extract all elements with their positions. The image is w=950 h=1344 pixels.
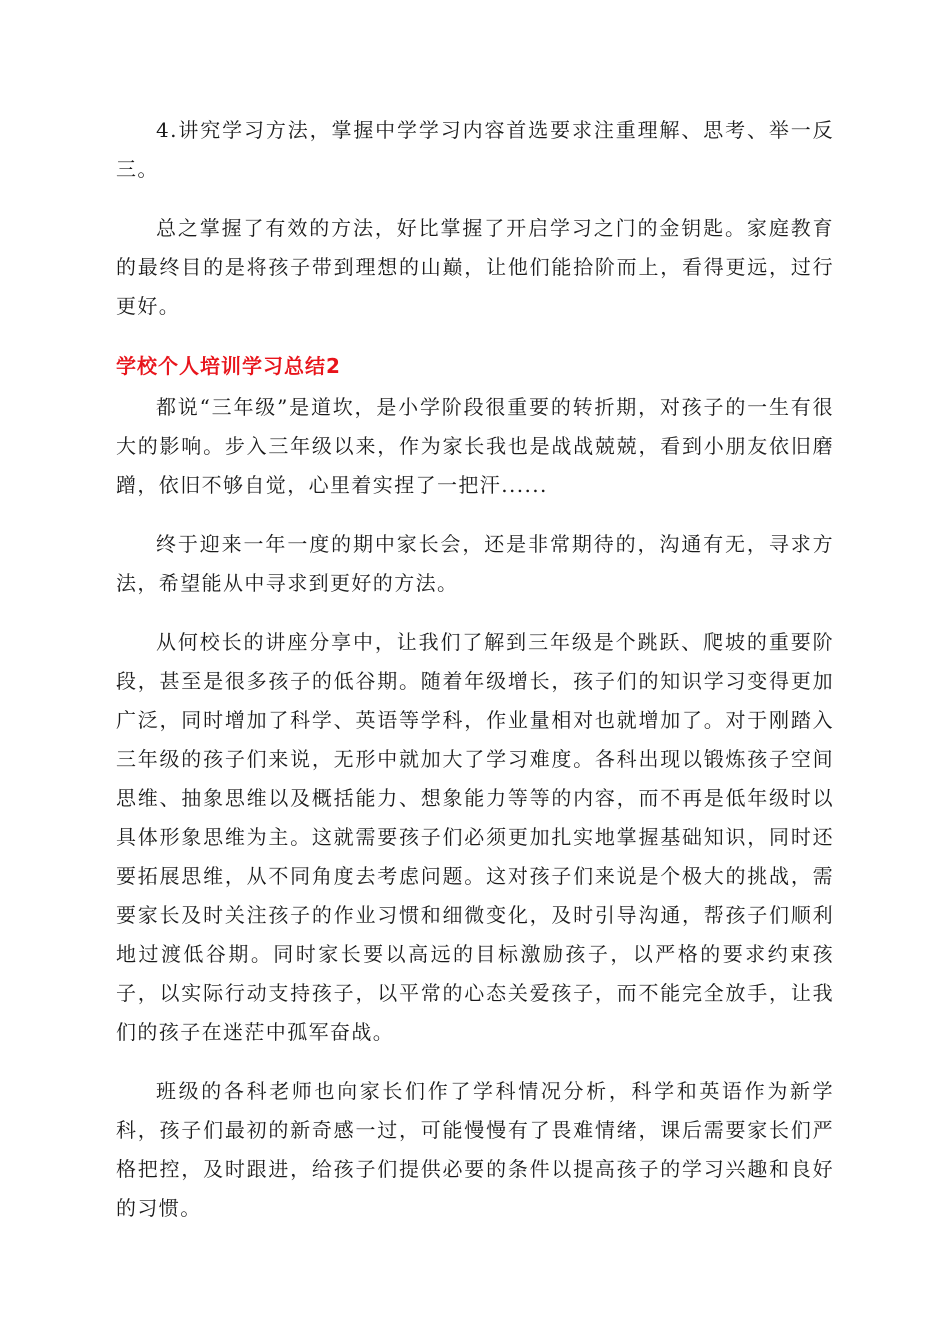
paragraph-study-method: 4.讲究学习方法，掌握中学学习内容首选要求注重理解、思考、举一反三。 [116, 118, 834, 181]
document-body [116, 111, 834, 1248]
paragraph-summary: 总之掌握了有效的方法，好比掌握了开启学习之门的金钥匙。家庭教育的最终目的是将孩子带到理想的山巅，让他们能拾阶而上，看得更远，过行更好。 [116, 216, 834, 318]
section-heading: 学校个人培训学习总结2 [116, 354, 341, 378]
paragraph-parent-meeting: 终于迎来一年一度的期中家长会，还是非常期待的，沟通有无，寻求方法，希望能从中寻求到更好的方法。 [116, 532, 834, 595]
paragraph-principal-lecture: 从何校长的讲座分享中，让我们了解到三年级是个跳跃、爬坡的重要阶段，甚至是很多孩子的低谷期。随着年级增长，孩子们的知识学习变得更加广泛，同时增加了科学、英语等学科，作业量相对也就增加了。对于刚踏入三年级的孩子们来说，无形中就加大了学习难度。各科出现以锻炼孩子空间思维、抽象思维以及概括能力、想象能力等等的内容，而不再是低年级时以具体形象思维为主。这就需要孩子们必须更加扎实地掌握基础知识，同时还要拓展思维，从不同角度去考虑问题。这对孩子们来说是个极大的挑战，需要家长及时关注孩子的作业习惯和细微变化，及时引导沟通，帮孩子们顺利地过渡低谷期。同时家长要以高远的目标激励孩子，以严格的要求约束孩子，以实际行动支持孩子，以平常的心态关爱孩子，而不能完全放手，让我们的孩子在迷茫中孤军奋战。 [116, 630, 834, 1044]
paragraph-third-grade-intro: 都说“三年级”是道坎，是小学阶段很重要的转折期，对孩子的一生有很大的影响。步入三年级以来，作为家长我也是战战兢兢，看到小朋友依旧磨蹭，依旧不够自觉，心里着实捏了一把汗...... [116, 395, 834, 497]
paragraph-teacher-analysis: 班级的各科老师也向家长们作了学科情况分析，科学和英语作为新学科，孩子们最初的新奇感一过，可能慢慢有了畏难情绪，课后需要家长们严格把控，及时跟进，给孩子们提供必要的条件以提高孩子的学习兴趣和良好的习惯。 [116, 1079, 834, 1220]
